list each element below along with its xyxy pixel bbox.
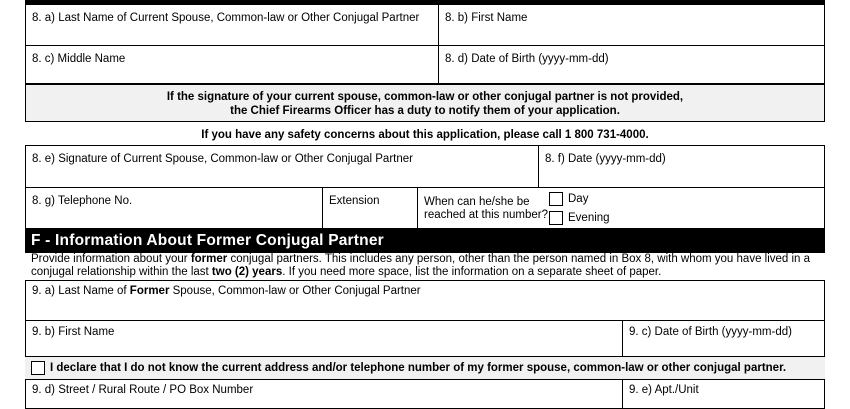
former-last-name-label bbox=[32, 285, 421, 297]
day-label: Day bbox=[568, 193, 589, 205]
signature-notice-box bbox=[25, 84, 825, 122]
reach-time-cell bbox=[417, 187, 825, 229]
intro-text-1: Provide information about your bbox=[31, 253, 191, 265]
reach-time-question bbox=[424, 196, 548, 222]
spouse-extension-field[interactable] bbox=[322, 187, 418, 229]
former-apt-label: 9. e) Apt./Unit bbox=[629, 384, 699, 396]
former-first-name-field[interactable] bbox=[25, 320, 623, 357]
spouse-extension-label: Extension bbox=[329, 195, 380, 207]
former-apt-field[interactable] bbox=[622, 379, 825, 409]
safety-note-row bbox=[25, 125, 825, 145]
spouse-telephone-field[interactable] bbox=[25, 187, 323, 229]
former-last-name-bold: Former bbox=[129, 285, 170, 297]
safety-note: If you have any safety concerns about this application, please call 1 800 731-4000. bbox=[201, 129, 649, 141]
intro-text-2: conjugal partners. This includes any person, other than the person named in Box 8, with whom you have lived in a bbox=[227, 253, 811, 265]
section-f-intro bbox=[31, 253, 821, 279]
spouse-dob-field[interactable] bbox=[438, 45, 825, 84]
evening-checkbox[interactable] bbox=[549, 211, 563, 225]
former-last-name-field[interactable] bbox=[25, 280, 825, 321]
former-street-field[interactable] bbox=[25, 379, 623, 409]
intro-text-4: . If you need more space, list the information on a separate sheet of paper. bbox=[282, 266, 662, 278]
spouse-last-name-field[interactable] bbox=[25, 4, 439, 46]
declaration-row bbox=[25, 357, 825, 379]
former-last-name-pre: 9. a) Last Name of bbox=[32, 285, 130, 297]
spouse-last-name-label: 8. a) Last Name of Current Spouse, Common-law or Other Conjugal Partner bbox=[32, 12, 420, 24]
spouse-signature-label: 8. e) Signature of Current Spouse, Common-law or Other Conjugal Partner bbox=[32, 153, 413, 165]
declaration-checkbox[interactable] bbox=[31, 361, 45, 375]
intro-text-3: conjugal relationship within the last bbox=[31, 266, 212, 278]
signature-notice-line2: the Chief Firearms Officer has a duty to notify them of your application. bbox=[230, 105, 620, 117]
former-first-name-label: 9. b) First Name bbox=[32, 326, 115, 338]
reach-time-line2: reached at this number? bbox=[424, 209, 549, 221]
spouse-middle-name-field[interactable] bbox=[25, 45, 439, 84]
spouse-date-label: 8. f) Date (yyyy-mm-dd) bbox=[545, 153, 666, 165]
former-dob-field[interactable] bbox=[622, 320, 825, 357]
spouse-dob-label: 8. d) Date of Birth (yyyy-mm-dd) bbox=[445, 53, 609, 65]
former-dob-label: 9. c) Date of Birth (yyyy-mm-dd) bbox=[629, 326, 792, 338]
spouse-first-name-label: 8. b) First Name bbox=[445, 12, 528, 24]
intro-years: two (2) years bbox=[211, 266, 283, 278]
intro-former: former bbox=[190, 253, 228, 265]
spouse-date-field[interactable] bbox=[538, 145, 825, 188]
spouse-telephone-label: 8. g) Telephone No. bbox=[32, 195, 133, 207]
spouse-signature-field[interactable] bbox=[25, 145, 539, 188]
spouse-middle-name-label: 8. c) Middle Name bbox=[32, 53, 126, 65]
former-last-name-post: Spouse, Common-law or Other Conjugal Partner bbox=[169, 285, 421, 297]
section-f-header: F - Information About Former Conjugal Partner bbox=[25, 229, 825, 253]
declaration-label: I declare that I do not know the current address and/or telephone number of my former spouse, common-law or other conjugal partner. bbox=[50, 362, 787, 374]
former-street-label: 9. d) Street / Rural Route / PO Box Number bbox=[32, 384, 254, 396]
spouse-first-name-field[interactable] bbox=[438, 4, 825, 46]
signature-notice-line1: If the signature of your current spouse, common-law or other conjugal partner is not provided, bbox=[166, 91, 684, 103]
evening-label: Evening bbox=[568, 212, 610, 224]
day-checkbox[interactable] bbox=[549, 192, 563, 206]
reach-time-line1: When can he/she be bbox=[424, 196, 530, 208]
